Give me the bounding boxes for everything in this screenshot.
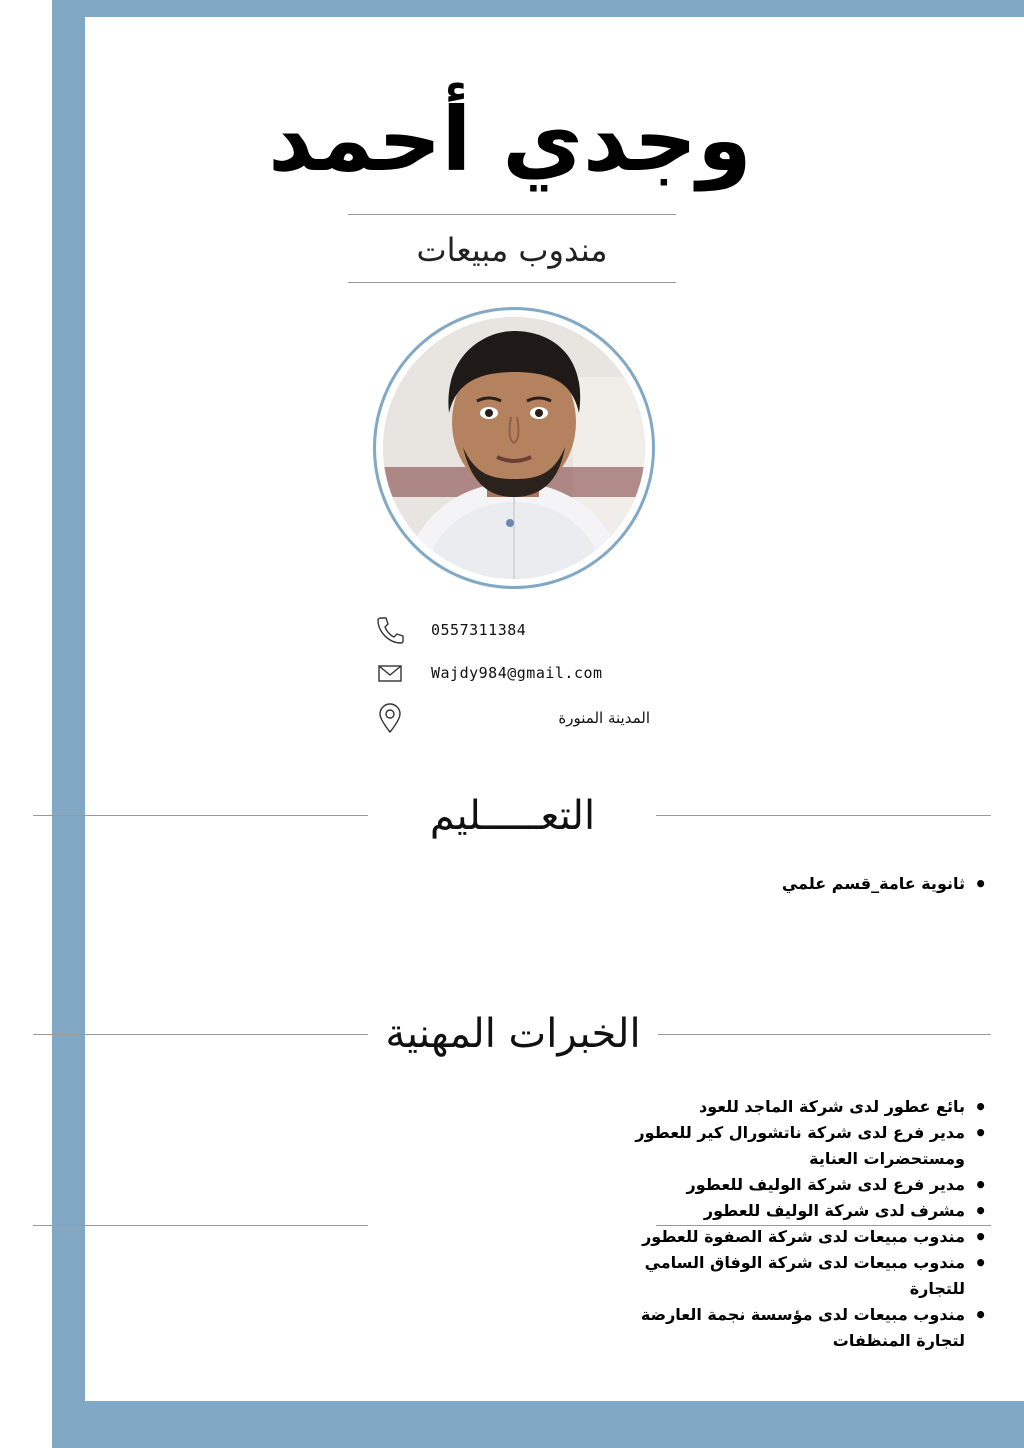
experience-item: • مندوب مبيعات لدى شركة الصفوة للعطور: [590, 1224, 965, 1250]
experience-divider-left: [33, 1034, 368, 1035]
job-title: مندوب مبيعات: [416, 231, 608, 269]
phone-number[interactable]: 0557311384: [431, 621, 527, 639]
education-divider-right: [656, 815, 991, 816]
phone-icon: [374, 614, 406, 646]
person-name: وجدي أحمد: [268, 88, 752, 191]
contact-location-row: [370, 702, 670, 738]
title-divider-top: [348, 214, 676, 215]
frame-bottom-bar: [52, 1401, 1024, 1448]
profile-photo-illustration: [383, 317, 645, 579]
envelope-icon: [374, 657, 406, 689]
contact-email-row: [370, 657, 670, 693]
map-pin-icon: [374, 702, 406, 734]
experience-item: • مندوب مبيعات لدى مؤسسة نجمة العارضة لتجارة المنظفات: [590, 1302, 965, 1354]
education-heading: التعـــــليم: [429, 793, 596, 839]
education-list: [700, 870, 987, 898]
email-address[interactable]: Wajdy984@gmail.com: [431, 664, 603, 682]
experience-list: [590, 1094, 987, 1354]
profile-photo: [383, 317, 645, 579]
experience-item: • مندوب مبيعات لدى شركة الوفاق السامي للتجارة: [590, 1250, 965, 1302]
location: المدينة المنورة: [558, 709, 650, 727]
education-item: • ثانوية عامة_قسم علمي: [700, 870, 965, 898]
experience-item: • مدير فرع لدى شركة ناتشورال كير للعطور ومستحضرات العناية: [590, 1120, 965, 1172]
experience-item: • مشرف لدى شركة الوليف للعطور: [590, 1198, 965, 1224]
frame-top-bar: [52, 0, 1024, 17]
experience-item: • بائع عطور لدى شركة الماجد للعود: [590, 1094, 965, 1120]
title-divider-bottom: [348, 282, 676, 283]
experience-heading: الخبرات المهنية: [385, 1011, 641, 1057]
experience-item: • مدير فرع لدى شركة الوليف للعطور: [590, 1172, 965, 1198]
education-divider-left: [33, 815, 368, 816]
frame-left-bar: [52, 0, 85, 1448]
footer-divider-left: [33, 1225, 368, 1226]
experience-divider-right: [658, 1034, 991, 1035]
contact-phone-row: [370, 614, 670, 650]
